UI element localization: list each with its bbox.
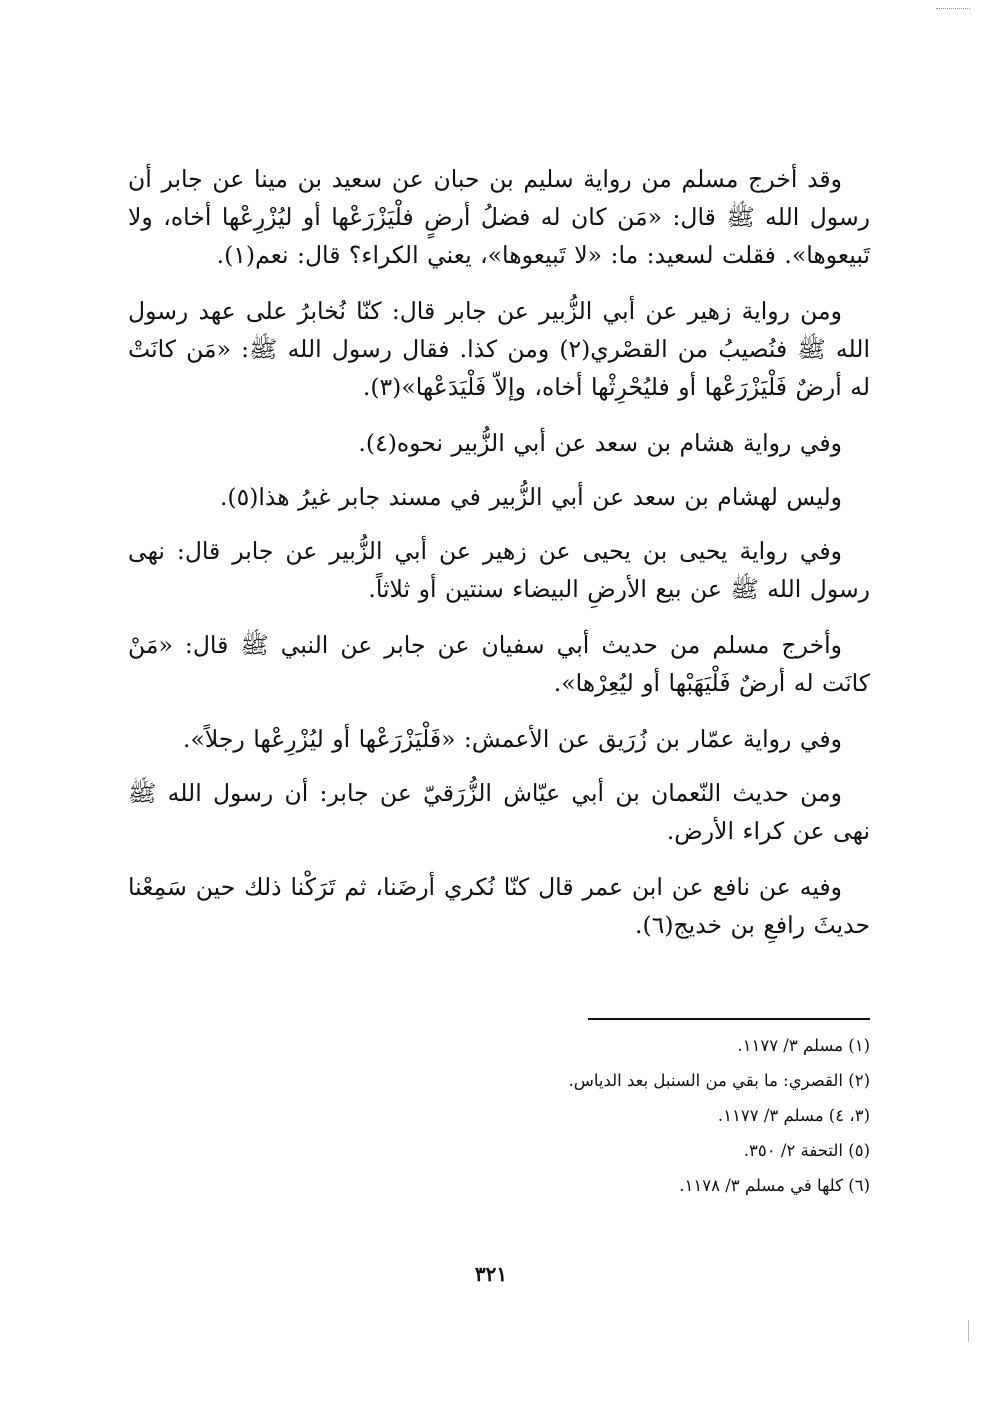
paragraph-5: وفي رواية يحيى بن يحيى عن زهير عن أبي الزُّبير عن جابر قال: نهى رسول الله ﷺ عن بيع الأرضِ البيضاء سنتين أو ثلاثاً. — [128, 537, 870, 603]
paragraph-7: وفي رواية عمّار بن زُرَيق عن الأعمش: «فَلْيَزْرَعْها أو ليُزْرِعْها رجلاً». — [183, 725, 842, 753]
paragraph-9: وفيه عن نافع عن ابن عمر قال كنّا نُكري أرضَنا، ثم تَرَكْنا ذلك حين سَمِعْنا حديثَ رافعِ بن خديج(٦). — [128, 873, 870, 939]
footnotes-block — [128, 1034, 870, 1209]
paragraph-2: ومن رواية زهير عن أبي الزُّبير عن جابر قال: كنّا نُخابرُ على عهد رسول الله ﷺ فنُصيبُ من القصْري(٢) ومن كذا. فقال رسول الله ﷺ: «مَن كانَتْ له أرضٌ فَلْيَزْرَعْها أو فليُحْرِثْها أخاه، وإلاّ فَلْيَدَعْها»(٣). — [128, 297, 871, 401]
paragraph-6: وأخرج مسلم من حديث أبي سفيان عن جابر عن النبي ﷺ قال: «مَنْ كانَت له أرضٌ فَلْيَهَبْها أو ليُعِرْها». — [128, 631, 870, 697]
scan-corner-mark — [936, 0, 970, 9]
main-text-block — [128, 160, 870, 962]
footnote-2: (٢) القصري: ما بقي من السنبل بعد الدياس. — [568, 1071, 870, 1090]
paragraph-4: وليس لهشام بن سعد عن أبي الزُّبير في مسند جابر غيرُ هذا(٥). — [219, 483, 842, 511]
footnote-5: (٦) كلها في مسلم ٣/ ١١٧٨. — [679, 1176, 870, 1195]
paragraph-3: وفي رواية هشام بن سعد عن أبي الزُّبير نحوه(٤). — [358, 429, 842, 457]
footnote-separator — [588, 1018, 870, 1020]
paragraph-1: وقد أخرج مسلم من رواية سليم بن حبان عن سعيد بن مينا عن جابر أن رسول الله ﷺ قال: «مَن كان له فضلُ أرضٍ فلْيَزْرَعْها أو ليُزْرِعْها أخاه، ولا تَبيعوها». فقلت لسعيد: ما: «لا تَبيعوها»، يعني الكراء؟ قال: نعم(١). — [128, 165, 870, 269]
paragraph-8: ومن حديث النّعمان بن أبي عيّاش الزُّرَقيّ عن جابر: أن رسول الله ﷺ نهى عن كراء الأرض. — [128, 779, 870, 845]
footnote-4: (٥) التحفة ٢/ ٣٥٠. — [743, 1141, 870, 1160]
scan-edge-mark — [968, 1320, 969, 1342]
page-number: ٣٢١ — [474, 1262, 508, 1286]
footnote-1: (١) مسلم ٣/ ١١٧٧. — [737, 1036, 870, 1055]
footnote-3: (٣، ٤) مسلم ٣/ ١١٧٧. — [717, 1106, 870, 1125]
